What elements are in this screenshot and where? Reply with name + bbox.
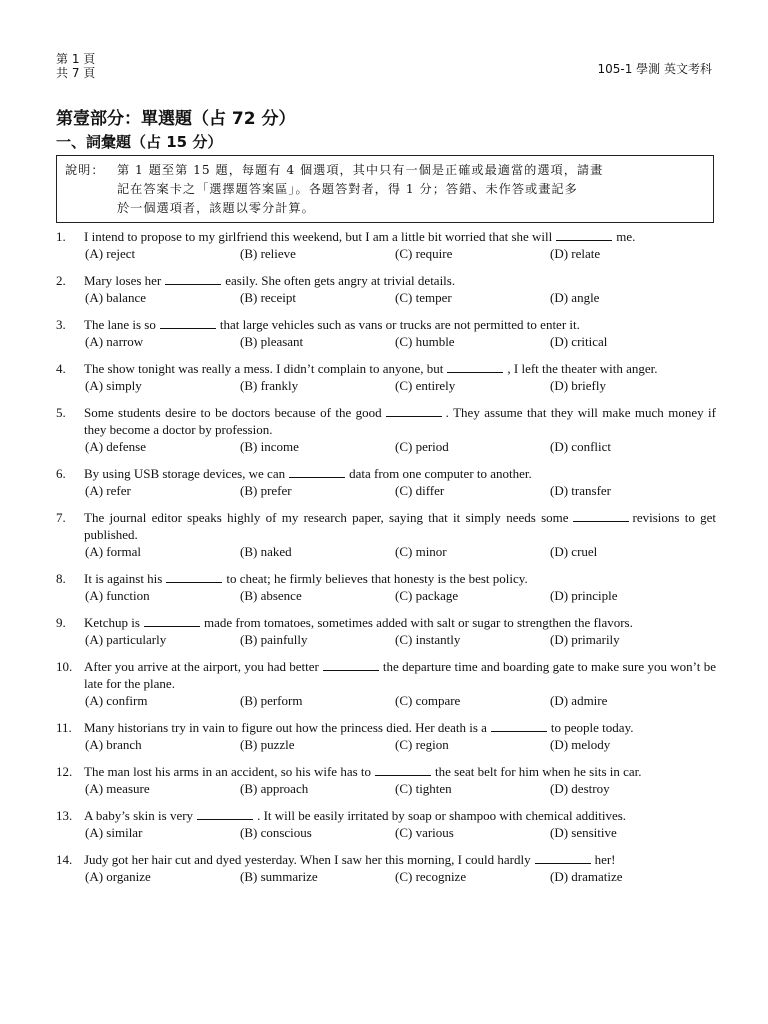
question-text-after: to cheat; he firmly believes that honesty is the best policy.: [226, 571, 528, 586]
question: [56, 316, 716, 350]
question-text-after: , I left the theater with anger.: [507, 361, 658, 376]
option: (C) instantly: [395, 632, 461, 647]
answer-blank: [556, 229, 612, 241]
question-text-before: The lane is so: [84, 317, 156, 332]
question-text-before: Judy got her hair cut and dyed yesterday. When I saw her this morning, I could hardly: [84, 852, 531, 867]
exam-name: 105-1 學測 英文考科: [597, 62, 712, 76]
option: (B) approach: [240, 781, 309, 796]
option: (C) various: [395, 825, 454, 840]
question-number: 7.: [56, 510, 66, 525]
question-text-after: made from tomatoes, sometimes added with salt or sugar to strengthen the flavors.: [203, 615, 633, 630]
question-number: 3.: [56, 317, 66, 332]
question-text-after: revisions to get published.: [84, 510, 716, 542]
option: (A) branch: [85, 737, 142, 752]
option: (C) minor: [395, 544, 447, 559]
answer-blank: [165, 273, 221, 285]
option: (A) confirm: [85, 693, 148, 708]
option: (B) puzzle: [240, 737, 295, 752]
question-text: [84, 316, 716, 333]
question: [56, 719, 716, 753]
question-number: 5.: [56, 405, 66, 420]
question-number: 4.: [56, 361, 66, 376]
question-text-before: After you arrive at the airport, you had better: [84, 659, 319, 674]
question: [56, 509, 716, 560]
question-text-after: to people today.: [550, 720, 634, 735]
option: (A) narrow: [85, 334, 144, 349]
option: (D) relate: [550, 246, 601, 261]
question-text: [84, 719, 716, 736]
question-number: 2.: [56, 273, 66, 288]
option: (A) reject: [85, 246, 136, 261]
option-row: [85, 736, 716, 753]
part-title: 第壹部分：單選題（占 72 分）: [56, 109, 296, 129]
question-text-after: data from one computer to another.: [349, 466, 532, 481]
option-row: [85, 482, 716, 499]
question-number: 1.: [56, 229, 66, 244]
question-text-before: Ketchup is: [84, 615, 140, 630]
question-text-before: The journal editor speaks highly of my research paper, saying that it simply needs some: [84, 510, 569, 525]
question-text-before: A baby’s skin is very: [84, 808, 194, 823]
instructions-line: 第 1 題至第 15 題，每題有 4 個選項，其中只有一個是正確或最適當的選項，請畫: [117, 163, 604, 177]
option: (B) pleasant: [240, 334, 304, 349]
option-row: [85, 780, 716, 797]
question-text-after: me.: [616, 229, 636, 244]
instructions-box: [56, 155, 714, 223]
question-text-before: Mary loses her: [84, 273, 162, 288]
question-text-before: The show tonight was really a mess. I didn’t complain to anyone, but: [84, 361, 444, 376]
option: (D) principle: [550, 588, 618, 603]
instructions-line: 於一個選項者，該題以零分計算。: [117, 201, 315, 215]
answer-blank: [491, 720, 547, 732]
option: (A) formal: [85, 544, 141, 559]
option: (B) perform: [240, 693, 303, 708]
question-text: [84, 658, 716, 692]
question-text-after: the departure time and boarding gate to make sure you won’t be late for the plane.: [84, 659, 716, 691]
question-text: [84, 807, 716, 824]
option: (D) melody: [550, 737, 611, 752]
option: (C) humble: [395, 334, 455, 349]
question-text: [84, 570, 716, 587]
option: (A) organize: [85, 869, 151, 884]
option: (C) tighten: [395, 781, 452, 796]
question: [56, 658, 716, 709]
option: (C) temper: [395, 290, 452, 305]
instructions-label: 說明：: [65, 163, 105, 177]
question-text-before: I intend to propose to my girlfriend this weekend, but I am a little bit worried that she will: [84, 229, 553, 244]
option: (D) admire: [550, 693, 608, 708]
option-row: [85, 824, 716, 841]
option: (D) conflict: [550, 439, 612, 454]
question-text-before: Many historians try in vain to figure out how the princess died. Her death is a: [84, 720, 487, 735]
question: [56, 851, 716, 885]
question: [56, 614, 716, 648]
option: (B) painfully: [240, 632, 308, 647]
option: (C) compare: [395, 693, 461, 708]
answer-blank: [573, 510, 629, 522]
question-text-before: It is against his: [84, 571, 163, 586]
answer-blank: [386, 405, 442, 417]
option: (C) entirely: [395, 378, 456, 393]
question: [56, 272, 716, 306]
option: (A) function: [85, 588, 150, 603]
option: (A) measure: [85, 781, 150, 796]
question-text: [84, 272, 716, 289]
question: [56, 465, 716, 499]
option: (C) package: [395, 588, 459, 603]
option-row: [85, 692, 716, 709]
option: (A) refer: [85, 483, 131, 498]
option: (D) transfer: [550, 483, 611, 498]
option-row: [85, 289, 716, 306]
question-number: 11.: [56, 720, 72, 735]
option: (A) simply: [85, 378, 142, 393]
question: [56, 763, 716, 797]
option: (C) region: [395, 737, 449, 752]
question-number: 14.: [56, 852, 73, 867]
question-text: [84, 404, 716, 438]
answer-blank: [447, 361, 503, 373]
question-text: [84, 851, 716, 868]
answer-blank: [160, 317, 216, 329]
option: (B) relieve: [240, 246, 296, 261]
question-number: 6.: [56, 466, 66, 481]
question-text-before: By using USB storage devices, we can: [84, 466, 286, 481]
option: (A) particularly: [85, 632, 167, 647]
option: (D) primarily: [550, 632, 620, 647]
question-text-after: that large vehicles such as vans or trucks are not permitted to enter it.: [219, 317, 580, 332]
answer-blank: [289, 466, 345, 478]
question-text-after: easily. She often gets angry at trivial details.: [225, 273, 456, 288]
option: (A) similar: [85, 825, 143, 840]
option: (C) differ: [395, 483, 445, 498]
option-row: [85, 333, 716, 350]
option: (C) require: [395, 246, 453, 261]
option: (B) summarize: [240, 869, 318, 884]
option: (D) cruel: [550, 544, 598, 559]
question: [56, 570, 716, 604]
option: (B) naked: [240, 544, 292, 559]
question-text: [84, 614, 716, 631]
option: (D) angle: [550, 290, 600, 305]
option-row: [85, 438, 716, 455]
option: (B) frankly: [240, 378, 299, 393]
option: (B) prefer: [240, 483, 292, 498]
answer-blank: [197, 808, 253, 820]
instructions-line: 記在答案卡之「選擇題答案區」。各題答對者，得 1 分；答錯、未作答或畫記多: [117, 182, 578, 196]
question-number: 12.: [56, 764, 73, 779]
page-total: 共 7 頁: [56, 66, 96, 80]
page-number: 第 1 頁: [56, 52, 96, 66]
option-row: [85, 868, 716, 885]
answer-blank: [535, 852, 591, 864]
option: (A) defense: [85, 439, 146, 454]
section-title: 一、詞彙題（占 15 分）: [56, 133, 223, 151]
question-text-after: . They assume that they will make much money if they become a doctor by profession.: [84, 405, 716, 437]
option: (B) income: [240, 439, 299, 454]
answer-blank: [144, 615, 200, 627]
option: (D) critical: [550, 334, 608, 349]
question-text-after: the seat belt for him when he sits in car.: [435, 764, 642, 779]
option-row: [85, 543, 716, 560]
option-row: [85, 587, 716, 604]
option: (D) destroy: [550, 781, 610, 796]
answer-blank: [166, 571, 222, 583]
option: (C) recognize: [395, 869, 467, 884]
option: (B) conscious: [240, 825, 312, 840]
question: [56, 360, 716, 394]
question: [56, 404, 716, 455]
answer-blank: [323, 659, 379, 671]
question-text: [84, 228, 716, 245]
question-number: 9.: [56, 615, 66, 630]
question-text-after: her!: [594, 852, 616, 867]
question-text: [84, 360, 716, 377]
question-list: [56, 228, 716, 895]
option: (B) absence: [240, 588, 302, 603]
question-text-before: Some students desire to be doctors because of the good: [84, 405, 382, 420]
option-row: [85, 631, 716, 648]
question-text: [84, 509, 716, 543]
question-number: 10.: [56, 659, 73, 674]
question-text: [84, 465, 716, 482]
option: (A) balance: [85, 290, 146, 305]
question: [56, 228, 716, 262]
option: (D) briefly: [550, 378, 606, 393]
question-text-before: The man lost his arms in an accident, so his wife has to: [84, 764, 372, 779]
question-text-after: . It will be easily irritated by soap or shampoo with chemical additives.: [257, 808, 627, 823]
question: [56, 807, 716, 841]
option-row: [85, 377, 716, 394]
option: (D) sensitive: [550, 825, 617, 840]
question-text: [84, 763, 716, 780]
answer-blank: [375, 764, 431, 776]
option-row: [85, 245, 716, 262]
option: (C) period: [395, 439, 449, 454]
question-number: 13.: [56, 808, 73, 823]
question-number: 8.: [56, 571, 66, 586]
page-info: [56, 52, 95, 80]
option: (B) receipt: [240, 290, 296, 305]
option: (D) dramatize: [550, 869, 623, 884]
